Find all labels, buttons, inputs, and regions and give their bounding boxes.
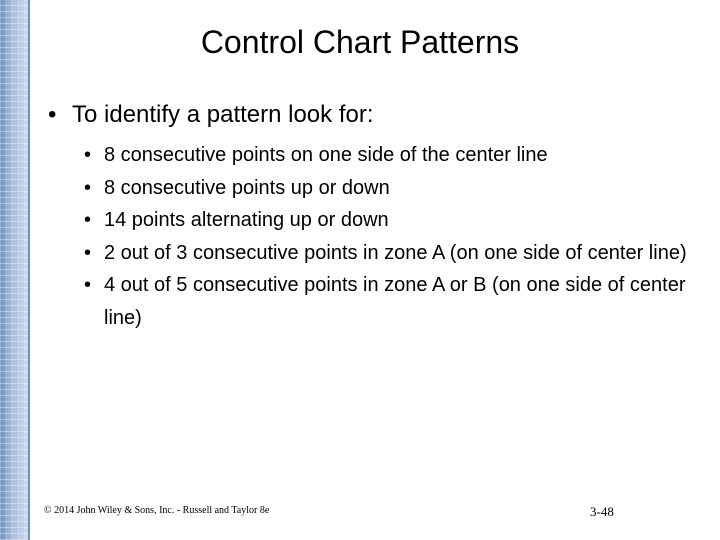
slide-number: 3-48 xyxy=(590,504,614,519)
bullet-icon: • xyxy=(84,176,92,199)
pattern-list xyxy=(84,139,694,335)
list-item xyxy=(84,139,694,172)
list-item-text: 8 consecutive points up or down xyxy=(104,176,390,199)
list-item xyxy=(84,172,694,205)
side-divider-line xyxy=(28,0,30,540)
list-item-text: 4 out of 5 consecutive points in zone A or B (on one side of center line) xyxy=(104,274,686,329)
bullet-icon: • xyxy=(84,144,92,166)
list-item xyxy=(84,269,694,334)
list-item-text: 14 points alternating up or down xyxy=(104,209,389,232)
slide-title: Control Chart Patterns xyxy=(200,24,520,60)
lead-text: To identify a pattern look for: xyxy=(72,101,374,128)
list-item xyxy=(84,237,694,270)
decorative-side-band xyxy=(0,0,28,540)
list-item xyxy=(84,204,694,237)
bullet-icon: • xyxy=(84,209,92,232)
bullet-icon: • xyxy=(84,274,92,297)
list-item-text: 8 consecutive points on one side of the center line xyxy=(104,144,548,166)
bullet-icon: • xyxy=(48,101,57,128)
bullet-icon: • xyxy=(84,241,92,264)
list-item-text: 2 out of 3 consecutive points in zone A (on one side of center line) xyxy=(104,241,687,264)
footer-copyright: © 2014 John Wiley & Sons, Inc. - Russell and Taylor 8e xyxy=(44,505,270,516)
